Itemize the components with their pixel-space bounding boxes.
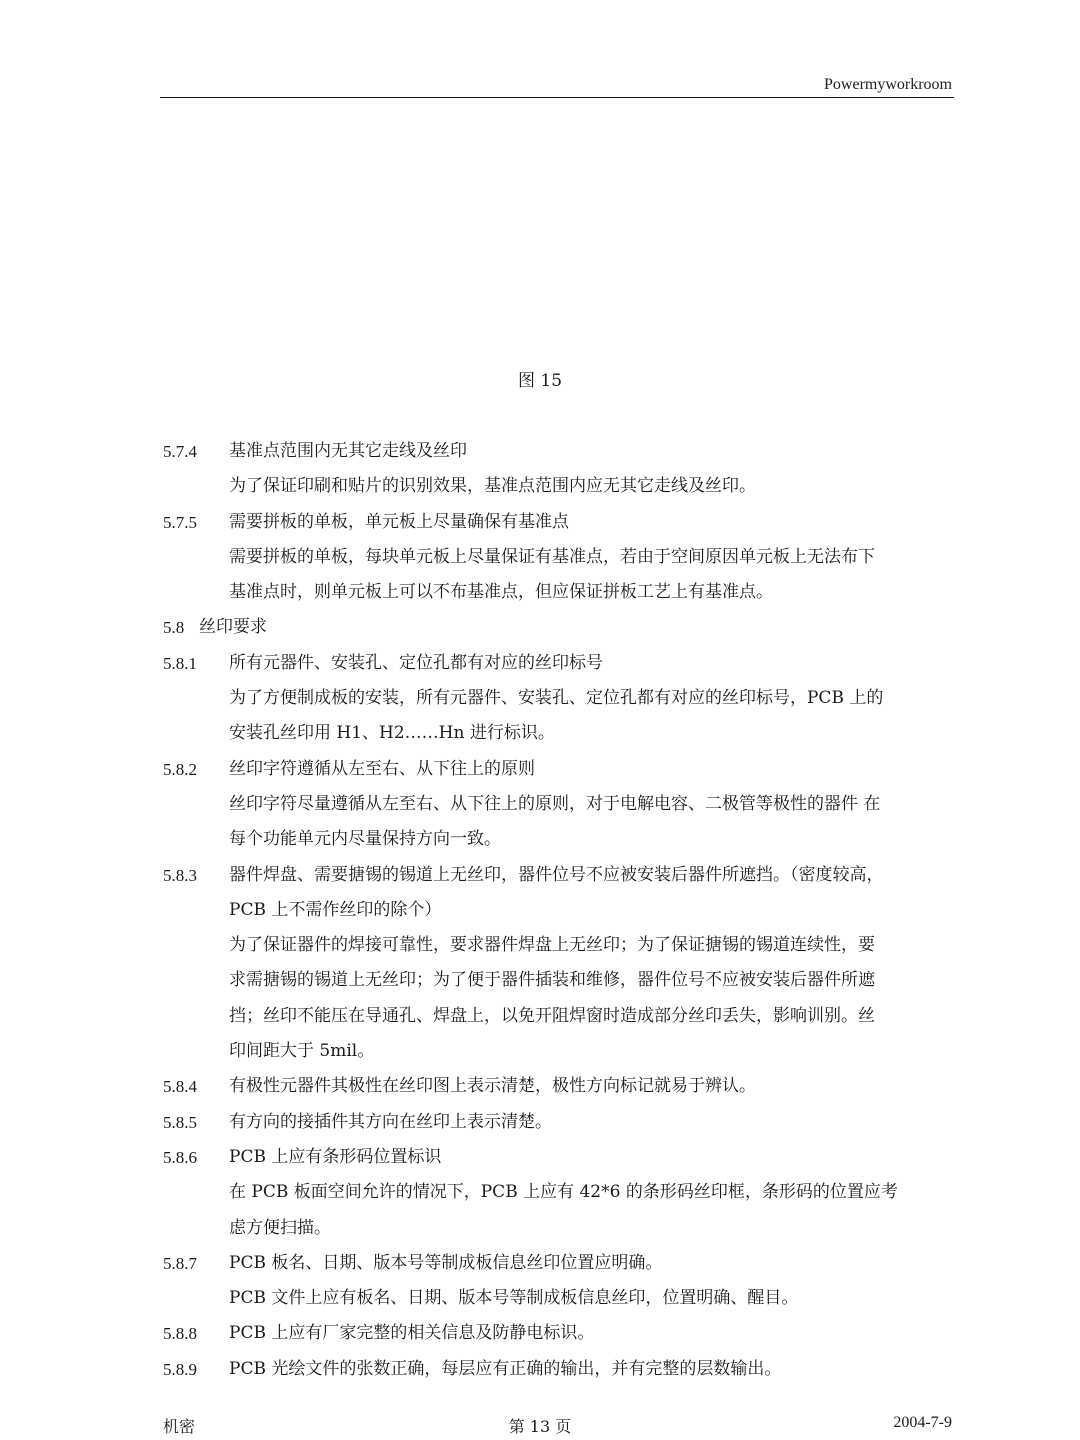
clause-number: 5.8.4 — [163, 1077, 197, 1097]
clause-heading — [163, 434, 957, 469]
clause-title: 器件焊盘、需要搪锡的锡道上无丝印，器件位号不应被安装后器件所遮挡。（密度较高， — [229, 864, 884, 885]
document-content — [163, 434, 957, 1387]
body-text: 为了保证印刷和贴片的识别效果，基准点范围内应无其它走线及丝印。 — [229, 476, 756, 497]
clause-heading — [163, 1246, 957, 1281]
clause-heading — [163, 858, 957, 893]
clause-heading — [163, 1352, 957, 1387]
clause-number: 5.7.5 — [163, 512, 197, 532]
clause-number: 5.8 — [163, 618, 185, 638]
body-text: 为了保证器件的焊接可靠性，要求器件焊盘上无丝印；为了保证搪锡的锡道连续性，要 — [229, 935, 875, 956]
body-text: 在 PCB 板面空间允许的情况下，PCB 上应有 42*6 的条形码丝印框，条形码的位置应考 — [229, 1182, 898, 1203]
body-text: 为了方便制成板的安装，所有元器件、安装孔、定位孔都有对应的丝印标号，PCB 上的 — [229, 688, 884, 709]
page-header-text: Powermyworkroom — [824, 76, 952, 93]
clause-heading — [163, 505, 957, 540]
clause-title: PCB 光绘文件的张数正确，每层应有正确的输出，并有完整的层数输出。 — [229, 1358, 782, 1379]
body-line — [163, 893, 957, 928]
clause-title: PCB 上应有厂家完整的相关信息及防静电标识。 — [229, 1323, 595, 1344]
body-text: 印间距大于 5mil。 — [229, 1041, 375, 1062]
clause-number: 5.8.1 — [163, 653, 197, 673]
body-line — [163, 928, 957, 963]
body-line — [163, 716, 957, 751]
clause-title: 所有元器件、安装孔、定位孔都有对应的丝印标号 — [229, 652, 603, 673]
body-line — [163, 540, 957, 575]
body-text: 每个功能单元内尽量保持方向一致。 — [229, 829, 501, 850]
body-line — [163, 999, 957, 1034]
body-text: 安装孔丝印用 H1、H2……Hn 进行标识。 — [229, 723, 555, 744]
clause-title: 基准点范围内无其它走线及丝印 — [229, 441, 467, 461]
clause-number: 5.8.2 — [163, 759, 197, 779]
clause-title: 有方向的接插件其方向在丝印上表示清楚。 — [229, 1111, 552, 1132]
clause-number: 5.8.7 — [163, 1253, 197, 1273]
body-line — [163, 575, 957, 610]
body-line — [163, 681, 957, 716]
section-heading — [163, 610, 957, 645]
footer-date: 2004-7-9 — [893, 1414, 952, 1431]
body-line — [163, 1034, 957, 1069]
body-text: 基准点时，则单元板上可以不布基准点，但应保证拼板工艺上有基准点。 — [229, 582, 773, 603]
clause-heading — [163, 1140, 957, 1175]
body-text: 虑方便扫描。 — [229, 1217, 331, 1238]
clause-heading — [163, 1105, 957, 1140]
clause-number: 5.8.6 — [163, 1147, 197, 1167]
clause-number: 5.7.4 — [163, 442, 197, 461]
body-line — [163, 822, 957, 857]
clause-title: 需要拼板的单板，单元板上尽量确保有基准点 — [229, 511, 569, 532]
body-text: PCB 上不需作丝印的除个） — [229, 899, 442, 920]
body-line — [163, 1211, 957, 1246]
clause-number: 5.8.3 — [163, 865, 197, 885]
clause-heading — [163, 1316, 957, 1351]
clause-heading — [163, 1069, 957, 1104]
clause-title: PCB 上应有条形码位置标识 — [229, 1146, 442, 1167]
body-text: 挡；丝印不能压在导通孔、焊盘上，以免开阻焊窗时造成部分丝印丢失，影响训别。丝 — [229, 1005, 875, 1026]
clause-title: PCB 板名、日期、版本号等制成板信息丝印位置应明确。 — [229, 1252, 663, 1273]
footer-page-number: 第 13 页 — [508, 1417, 572, 1436]
footer-confidential: 机密 — [163, 1417, 196, 1436]
body-line — [163, 1175, 957, 1210]
clause-number: 5.8.9 — [163, 1359, 197, 1379]
header-rule — [160, 97, 954, 98]
clause-title: 丝印要求 — [199, 617, 267, 638]
clause-number: 5.8.8 — [163, 1324, 197, 1344]
body-text: 需要拼板的单板，每块单元板上尽量保证有基准点，若由于空间原因单元板上无法布下 — [229, 546, 875, 567]
clause-number: 5.8.5 — [163, 1112, 197, 1132]
clause-heading — [163, 646, 957, 681]
body-text: PCB 文件上应有板名、日期、版本号等制成板信息丝印，位置明确、醒目。 — [229, 1288, 799, 1309]
body-text: 求需搪锡的锡道上无丝印；为了便于器件插装和维修，器件位号不应被安装后器件所遮 — [229, 970, 875, 991]
clause-heading — [163, 752, 957, 787]
figure-caption: 图 15 — [517, 371, 563, 391]
body-text: 丝印字符尽量遵循从左至右、从下往上的原则，对于电解电容、二极管等极性的器件 在 — [229, 793, 881, 814]
clause-title: 丝印字符遵循从左至右、从下往上的原则 — [229, 758, 535, 779]
clause-title: 有极性元器件其极性在丝印图上表示清楚，极性方向标记就易于辨认。 — [229, 1076, 756, 1097]
body-line — [163, 469, 957, 504]
body-line — [163, 1281, 957, 1316]
body-line — [163, 787, 957, 822]
body-line — [163, 963, 957, 998]
